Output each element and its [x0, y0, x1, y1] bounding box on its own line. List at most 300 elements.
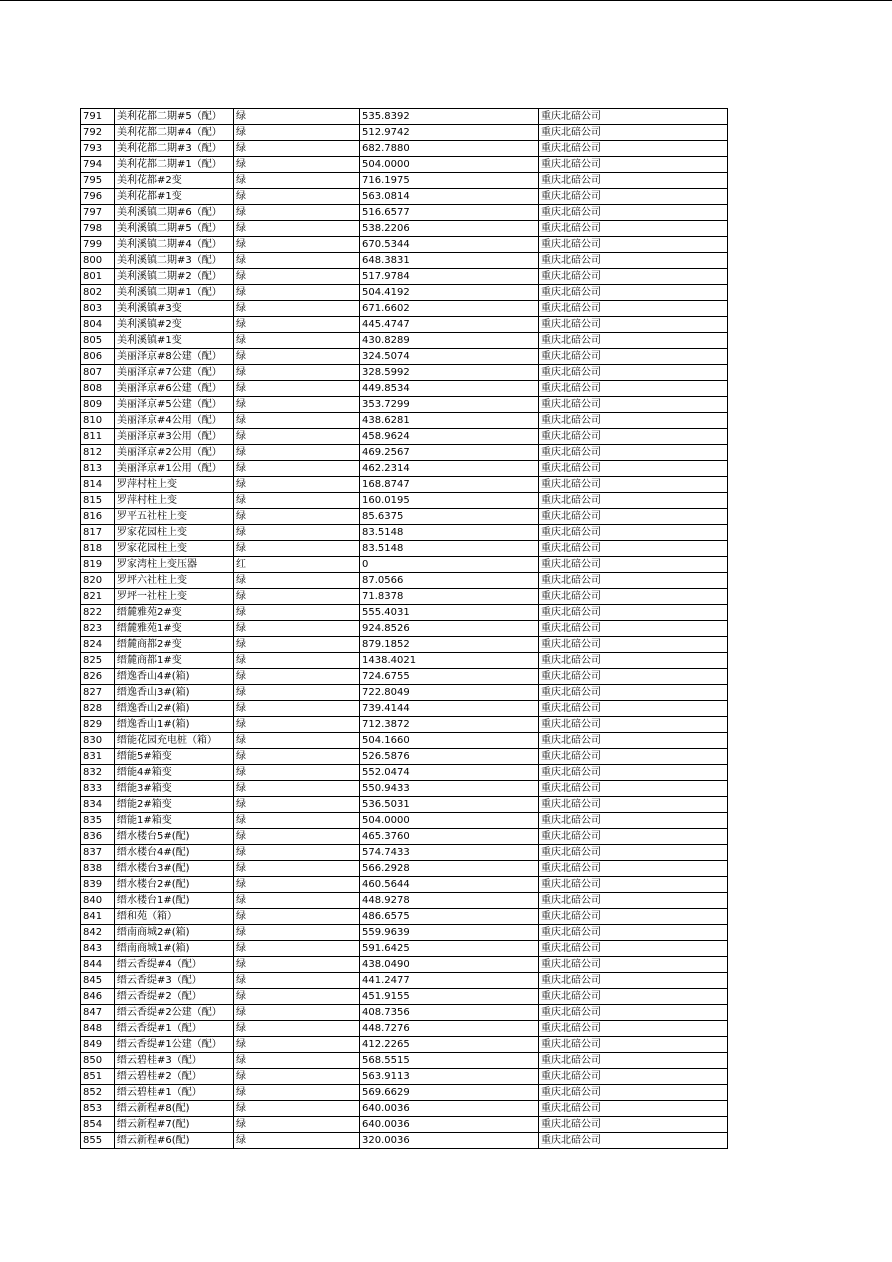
table-row [81, 141, 728, 157]
top-border-line [0, 0, 892, 1]
station-name-cell: 美丽泽京#1公用（配） [115, 461, 234, 477]
row-number-cell: 838 [81, 861, 115, 877]
table-row [81, 221, 728, 237]
station-name-cell: 缙麓雅苑1#变 [115, 621, 234, 637]
row-number-cell: 812 [81, 445, 115, 461]
station-name-cell: 美丽泽京#2公用（配） [115, 445, 234, 461]
company-cell: 重庆北碚公司 [539, 861, 728, 877]
company-cell: 重庆北碚公司 [539, 989, 728, 1005]
status-cell: 绿 [234, 461, 360, 477]
table-row [81, 365, 728, 381]
company-cell: 重庆北碚公司 [539, 877, 728, 893]
status-cell: 绿 [234, 381, 360, 397]
company-cell: 重庆北碚公司 [539, 269, 728, 285]
status-cell: 绿 [234, 813, 360, 829]
status-cell: 绿 [234, 477, 360, 493]
status-cell: 绿 [234, 125, 360, 141]
status-cell: 绿 [234, 749, 360, 765]
row-number-cell: 833 [81, 781, 115, 797]
company-cell: 重庆北碚公司 [539, 925, 728, 941]
station-name-cell: 缙云香缇#2公建（配） [115, 1005, 234, 1021]
company-cell: 重庆北碚公司 [539, 1053, 728, 1069]
company-cell: 重庆北碚公司 [539, 301, 728, 317]
status-cell: 绿 [234, 797, 360, 813]
status-cell: 绿 [234, 237, 360, 253]
table-row [81, 797, 728, 813]
table-row [81, 493, 728, 509]
row-number-cell: 826 [81, 669, 115, 685]
company-cell: 重庆北碚公司 [539, 1101, 728, 1117]
table-row [81, 189, 728, 205]
station-name-cell: 缙云碧桂#1（配） [115, 1085, 234, 1101]
station-name-cell: 缙逸香山3#(箱) [115, 685, 234, 701]
table-row [81, 301, 728, 317]
company-cell: 重庆北碚公司 [539, 509, 728, 525]
table-row [81, 477, 728, 493]
row-number-cell: 848 [81, 1021, 115, 1037]
table-row [81, 765, 728, 781]
row-number-cell: 817 [81, 525, 115, 541]
row-number-cell: 847 [81, 1005, 115, 1021]
value-cell: 448.7276 [360, 1021, 539, 1037]
status-cell: 绿 [234, 621, 360, 637]
value-cell: 512.9742 [360, 125, 539, 141]
table-row [81, 717, 728, 733]
status-cell: 绿 [234, 877, 360, 893]
company-cell: 重庆北碚公司 [539, 157, 728, 173]
row-number-cell: 828 [81, 701, 115, 717]
table-row [81, 1005, 728, 1021]
value-cell: 486.6575 [360, 909, 539, 925]
station-name-cell: 缙麓商都1#变 [115, 653, 234, 669]
station-name-cell: 缙云香缇#4（配） [115, 957, 234, 973]
row-number-cell: 836 [81, 829, 115, 845]
table-row [81, 925, 728, 941]
station-name-cell: 缙能1#箱变 [115, 813, 234, 829]
value-cell: 469.2567 [360, 445, 539, 461]
row-number-cell: 800 [81, 253, 115, 269]
table-row [81, 845, 728, 861]
company-cell: 重庆北碚公司 [539, 733, 728, 749]
table-row [81, 237, 728, 253]
station-name-cell: 美利花都#1变 [115, 189, 234, 205]
company-cell: 重庆北碚公司 [539, 973, 728, 989]
value-cell: 168.8747 [360, 477, 539, 493]
row-number-cell: 798 [81, 221, 115, 237]
status-cell: 绿 [234, 957, 360, 973]
row-number-cell: 820 [81, 573, 115, 589]
status-cell: 绿 [234, 429, 360, 445]
data-table [80, 108, 728, 1149]
row-number-cell: 819 [81, 557, 115, 573]
table-row [81, 1133, 728, 1149]
row-number-cell: 804 [81, 317, 115, 333]
value-cell: 504.0000 [360, 157, 539, 173]
status-cell: 绿 [234, 253, 360, 269]
value-cell: 574.7433 [360, 845, 539, 861]
company-cell: 重庆北碚公司 [539, 1117, 728, 1133]
row-number-cell: 816 [81, 509, 115, 525]
table-row [81, 541, 728, 557]
status-cell: 绿 [234, 925, 360, 941]
status-cell: 绿 [234, 845, 360, 861]
station-name-cell: 缙云碧桂#3（配） [115, 1053, 234, 1069]
value-cell: 160.0195 [360, 493, 539, 509]
company-cell: 重庆北碚公司 [539, 749, 728, 765]
row-number-cell: 815 [81, 493, 115, 509]
station-name-cell: 美丽泽京#6公建（配） [115, 381, 234, 397]
table-row [81, 781, 728, 797]
value-cell: 438.6281 [360, 413, 539, 429]
row-number-cell: 829 [81, 717, 115, 733]
status-cell: 绿 [234, 781, 360, 797]
status-cell: 红 [234, 557, 360, 573]
status-cell: 绿 [234, 189, 360, 205]
status-cell: 绿 [234, 173, 360, 189]
table-row [81, 413, 728, 429]
value-cell: 504.0000 [360, 813, 539, 829]
company-cell: 重庆北碚公司 [539, 1069, 728, 1085]
row-number-cell: 855 [81, 1133, 115, 1149]
row-number-cell: 799 [81, 237, 115, 253]
status-cell: 绿 [234, 909, 360, 925]
status-cell: 绿 [234, 765, 360, 781]
table-row [81, 957, 728, 973]
status-cell: 绿 [234, 653, 360, 669]
status-cell: 绿 [234, 589, 360, 605]
company-cell: 重庆北碚公司 [539, 381, 728, 397]
row-number-cell: 818 [81, 541, 115, 557]
table-row [81, 573, 728, 589]
value-cell: 924.8526 [360, 621, 539, 637]
station-name-cell: 缙能3#箱变 [115, 781, 234, 797]
table-row [81, 461, 728, 477]
table-row [81, 381, 728, 397]
station-name-cell: 美利溪镇二期#6（配） [115, 205, 234, 221]
table-row [81, 893, 728, 909]
station-name-cell: 缙能花园充电桩（箱） [115, 733, 234, 749]
value-cell: 458.9624 [360, 429, 539, 445]
company-cell: 重庆北碚公司 [539, 205, 728, 221]
company-cell: 重庆北碚公司 [539, 845, 728, 861]
row-number-cell: 822 [81, 605, 115, 621]
station-name-cell: 缙麓商都2#变 [115, 637, 234, 653]
table-row [81, 349, 728, 365]
value-cell: 550.9433 [360, 781, 539, 797]
table-row [81, 1053, 728, 1069]
status-cell: 绿 [234, 717, 360, 733]
value-cell: 722.8049 [360, 685, 539, 701]
station-name-cell: 缙逸香山2#(箱) [115, 701, 234, 717]
value-cell: 682.7880 [360, 141, 539, 157]
company-cell: 重庆北碚公司 [539, 237, 728, 253]
row-number-cell: 844 [81, 957, 115, 973]
station-name-cell: 美利溪镇二期#2（配） [115, 269, 234, 285]
row-number-cell: 808 [81, 381, 115, 397]
station-name-cell: 缙能4#箱变 [115, 765, 234, 781]
station-name-cell: 缙水楼台2#(配) [115, 877, 234, 893]
row-number-cell: 809 [81, 397, 115, 413]
value-cell: 83.5148 [360, 541, 539, 557]
table-row [81, 861, 728, 877]
company-cell: 重庆北碚公司 [539, 701, 728, 717]
value-cell: 328.5992 [360, 365, 539, 381]
value-cell: 538.2206 [360, 221, 539, 237]
row-number-cell: 840 [81, 893, 115, 909]
station-name-cell: 缙水楼台1#(配) [115, 893, 234, 909]
station-name-cell: 罗家花园柱上变 [115, 541, 234, 557]
status-cell: 绿 [234, 685, 360, 701]
company-cell: 重庆北碚公司 [539, 349, 728, 365]
row-number-cell: 795 [81, 173, 115, 189]
station-name-cell: 美利花都二期#5（配） [115, 109, 234, 125]
row-number-cell: 814 [81, 477, 115, 493]
company-cell: 重庆北碚公司 [539, 573, 728, 589]
value-cell: 87.0566 [360, 573, 539, 589]
station-name-cell: 美利溪镇#3变 [115, 301, 234, 317]
value-cell: 559.9639 [360, 925, 539, 941]
table-row [81, 109, 728, 125]
row-number-cell: 839 [81, 877, 115, 893]
company-cell: 重庆北碚公司 [539, 589, 728, 605]
status-cell: 绿 [234, 573, 360, 589]
value-cell: 451.9155 [360, 989, 539, 1005]
row-number-cell: 830 [81, 733, 115, 749]
status-cell: 绿 [234, 1037, 360, 1053]
row-number-cell: 801 [81, 269, 115, 285]
row-number-cell: 842 [81, 925, 115, 941]
table-row [81, 253, 728, 269]
company-cell: 重庆北碚公司 [539, 141, 728, 157]
table-row [81, 701, 728, 717]
value-cell: 879.1852 [360, 637, 539, 653]
row-number-cell: 835 [81, 813, 115, 829]
status-cell: 绿 [234, 733, 360, 749]
station-name-cell: 罗坪六社柱上变 [115, 573, 234, 589]
status-cell: 绿 [234, 301, 360, 317]
row-number-cell: 803 [81, 301, 115, 317]
company-cell: 重庆北碚公司 [539, 1021, 728, 1037]
status-cell: 绿 [234, 941, 360, 957]
table-row [81, 941, 728, 957]
company-cell: 重庆北碚公司 [539, 445, 728, 461]
company-cell: 重庆北碚公司 [539, 413, 728, 429]
station-name-cell: 缙南商城2#(箱) [115, 925, 234, 941]
status-cell: 绿 [234, 1069, 360, 1085]
table-row [81, 589, 728, 605]
status-cell: 绿 [234, 989, 360, 1005]
status-cell: 绿 [234, 861, 360, 877]
station-name-cell: 美利溪镇#2变 [115, 317, 234, 333]
station-name-cell: 罗萍村柱上变 [115, 477, 234, 493]
status-cell: 绿 [234, 973, 360, 989]
company-cell: 重庆北碚公司 [539, 461, 728, 477]
value-cell: 449.8534 [360, 381, 539, 397]
station-name-cell: 罗坪一社柱上变 [115, 589, 234, 605]
table-row [81, 749, 728, 765]
station-name-cell: 罗萍村柱上变 [115, 493, 234, 509]
station-name-cell: 缙南商城1#(箱) [115, 941, 234, 957]
status-cell: 绿 [234, 1005, 360, 1021]
value-cell: 320.0036 [360, 1133, 539, 1149]
status-cell: 绿 [234, 525, 360, 541]
company-cell: 重庆北碚公司 [539, 333, 728, 349]
value-cell: 671.6602 [360, 301, 539, 317]
station-name-cell: 罗家花园柱上变 [115, 525, 234, 541]
company-cell: 重庆北碚公司 [539, 909, 728, 925]
table-row [81, 125, 728, 141]
company-cell: 重庆北碚公司 [539, 717, 728, 733]
table-row [81, 621, 728, 637]
value-cell: 568.5515 [360, 1053, 539, 1069]
company-cell: 重庆北碚公司 [539, 653, 728, 669]
station-name-cell: 缙逸香山4#(箱) [115, 669, 234, 685]
value-cell: 640.0036 [360, 1117, 539, 1133]
station-name-cell: 美利溪镇#1变 [115, 333, 234, 349]
table-row [81, 813, 728, 829]
value-cell: 640.0036 [360, 1101, 539, 1117]
company-cell: 重庆北碚公司 [539, 893, 728, 909]
value-cell: 516.6577 [360, 205, 539, 221]
table-row [81, 1021, 728, 1037]
company-cell: 重庆北碚公司 [539, 957, 728, 973]
company-cell: 重庆北碚公司 [539, 221, 728, 237]
value-cell: 569.6629 [360, 1085, 539, 1101]
company-cell: 重庆北碚公司 [539, 829, 728, 845]
status-cell: 绿 [234, 365, 360, 381]
row-number-cell: 850 [81, 1053, 115, 1069]
row-number-cell: 823 [81, 621, 115, 637]
row-number-cell: 806 [81, 349, 115, 365]
status-cell: 绿 [234, 605, 360, 621]
value-cell: 552.0474 [360, 765, 539, 781]
table-row [81, 877, 728, 893]
row-number-cell: 854 [81, 1117, 115, 1133]
status-cell: 绿 [234, 701, 360, 717]
value-cell: 1438.4021 [360, 653, 539, 669]
value-cell: 465.3760 [360, 829, 539, 845]
station-name-cell: 美丽泽京#3公用（配） [115, 429, 234, 445]
value-cell: 566.2928 [360, 861, 539, 877]
value-cell: 445.4747 [360, 317, 539, 333]
table-row [81, 637, 728, 653]
value-cell: 648.3831 [360, 253, 539, 269]
table-row [81, 989, 728, 1005]
status-cell: 绿 [234, 669, 360, 685]
station-name-cell: 美利溪镇二期#5（配） [115, 221, 234, 237]
company-cell: 重庆北碚公司 [539, 557, 728, 573]
station-name-cell: 美丽泽京#4公用（配） [115, 413, 234, 429]
value-cell: 430.8289 [360, 333, 539, 349]
company-cell: 重庆北碚公司 [539, 109, 728, 125]
company-cell: 重庆北碚公司 [539, 1133, 728, 1149]
company-cell: 重庆北碚公司 [539, 541, 728, 557]
row-number-cell: 837 [81, 845, 115, 861]
station-name-cell: 美利花都二期#1（配） [115, 157, 234, 173]
row-number-cell: 845 [81, 973, 115, 989]
row-number-cell: 853 [81, 1101, 115, 1117]
table-row [81, 669, 728, 685]
value-cell: 724.6755 [360, 669, 539, 685]
table-row [81, 557, 728, 573]
company-cell: 重庆北碚公司 [539, 765, 728, 781]
station-name-cell: 美利溪镇二期#3（配） [115, 253, 234, 269]
value-cell: 591.6425 [360, 941, 539, 957]
company-cell: 重庆北碚公司 [539, 1037, 728, 1053]
status-cell: 绿 [234, 205, 360, 221]
status-cell: 绿 [234, 509, 360, 525]
company-cell: 重庆北碚公司 [539, 1085, 728, 1101]
station-name-cell: 缙云碧桂#2（配） [115, 1069, 234, 1085]
row-number-cell: 827 [81, 685, 115, 701]
row-number-cell: 805 [81, 333, 115, 349]
table-row [81, 509, 728, 525]
station-name-cell: 缙云香缇#2（配） [115, 989, 234, 1005]
value-cell: 0 [360, 557, 539, 573]
value-cell: 71.8378 [360, 589, 539, 605]
value-cell: 504.4192 [360, 285, 539, 301]
status-cell: 绿 [234, 109, 360, 125]
status-cell: 绿 [234, 141, 360, 157]
station-name-cell: 美丽泽京#8公建（配） [115, 349, 234, 365]
company-cell: 重庆北碚公司 [539, 1005, 728, 1021]
status-cell: 绿 [234, 1133, 360, 1149]
value-cell: 716.1975 [360, 173, 539, 189]
station-name-cell: 缙麓雅苑2#变 [115, 605, 234, 621]
table-body [81, 109, 728, 1149]
row-number-cell: 831 [81, 749, 115, 765]
value-cell: 448.9278 [360, 893, 539, 909]
value-cell: 441.2477 [360, 973, 539, 989]
value-cell: 739.4144 [360, 701, 539, 717]
status-cell: 绿 [234, 445, 360, 461]
value-cell: 324.5074 [360, 349, 539, 365]
status-cell: 绿 [234, 541, 360, 557]
table-row [81, 685, 728, 701]
station-name-cell: 罗家湾柱上变压器 [115, 557, 234, 573]
table-row [81, 157, 728, 173]
value-cell: 85.6375 [360, 509, 539, 525]
company-cell: 重庆北碚公司 [539, 365, 728, 381]
table-row [81, 653, 728, 669]
table-row [81, 333, 728, 349]
table-row [81, 285, 728, 301]
row-number-cell: 846 [81, 989, 115, 1005]
value-cell: 563.9113 [360, 1069, 539, 1085]
row-number-cell: 849 [81, 1037, 115, 1053]
value-cell: 526.5876 [360, 749, 539, 765]
value-cell: 353.7299 [360, 397, 539, 413]
status-cell: 绿 [234, 285, 360, 301]
row-number-cell: 843 [81, 941, 115, 957]
value-cell: 408.7356 [360, 1005, 539, 1021]
status-cell: 绿 [234, 1085, 360, 1101]
value-cell: 555.4031 [360, 605, 539, 621]
row-number-cell: 832 [81, 765, 115, 781]
row-number-cell: 797 [81, 205, 115, 221]
company-cell: 重庆北碚公司 [539, 781, 728, 797]
company-cell: 重庆北碚公司 [539, 493, 728, 509]
station-name-cell: 缙云香缇#1（配） [115, 1021, 234, 1037]
row-number-cell: 852 [81, 1085, 115, 1101]
value-cell: 83.5148 [360, 525, 539, 541]
row-number-cell: 794 [81, 157, 115, 173]
table-row [81, 733, 728, 749]
value-cell: 535.8392 [360, 109, 539, 125]
station-name-cell: 美利溪镇二期#4（配） [115, 237, 234, 253]
row-number-cell: 824 [81, 637, 115, 653]
status-cell: 绿 [234, 1117, 360, 1133]
